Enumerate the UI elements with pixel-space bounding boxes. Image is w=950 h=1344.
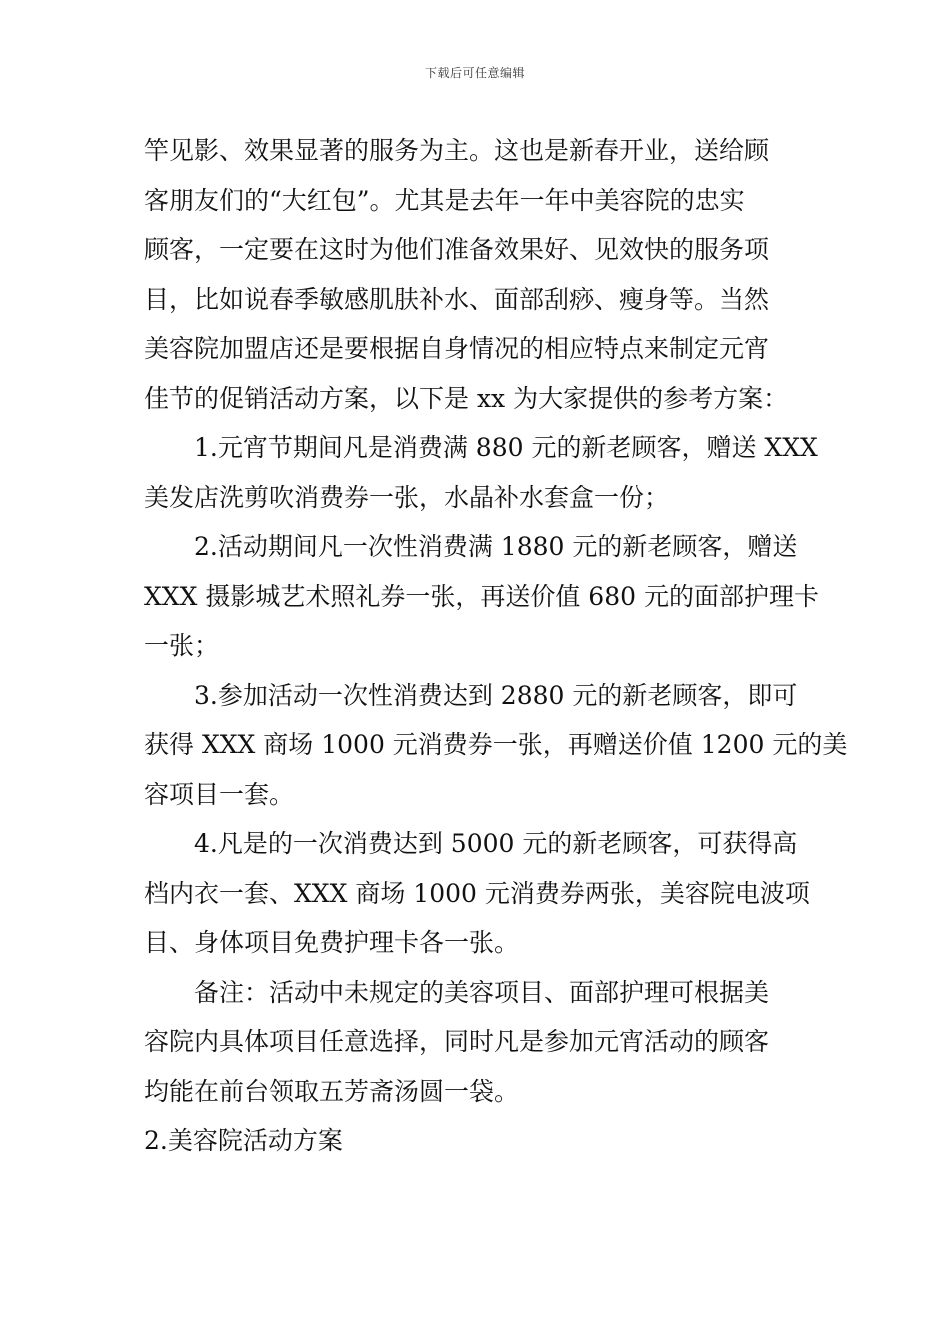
text-line: 一张； — [144, 631, 220, 660]
paragraph-item-1 — [144, 423, 818, 522]
text-line: 均能在前台领取五芳斋汤圆一袋。 — [144, 1076, 520, 1106]
paragraph-note — [144, 968, 806, 1117]
text-line: 1.元宵节期间凡是消费满 880 元的新老顾客，赠送 XXX — [194, 433, 818, 462]
text-line: 客朋友们的“大红包”。尤其是去年一年中美容院的忠实 — [144, 185, 745, 215]
paragraph-item-4 — [144, 819, 810, 968]
text-line: 2.美容院活动方案 — [144, 1126, 343, 1155]
text-line: 获得 XXX 商场 1000 元消费券一张，再赠送价值 1200 元的美 — [144, 730, 848, 759]
paragraph-item-2 — [144, 522, 819, 671]
document-body — [144, 126, 848, 1166]
text-line: XXX 摄影城艺术照礼券一张，再送价值 680 元的面部护理卡 — [144, 581, 819, 611]
text-line: 竿见影、效果显著的服务为主。这也是新春开业，送给顾 — [144, 136, 770, 165]
text-line: 目、身体项目免费护理卡各一张。 — [144, 928, 520, 957]
text-line: 档内衣一套、XXX 商场 1000 元消费券两张，美容院电波项 — [144, 878, 810, 908]
text-line: 美容院加盟店还是要根据自身情况的相应特点来制定元宵 — [144, 334, 770, 363]
text-line: 备注：活动中未规定的美容项目、面部护理可根据美 — [194, 977, 770, 1007]
text-line: 佳节的促销活动方案，以下是 xx 为大家提供的参考方案： — [144, 383, 789, 413]
paragraph-item-3 — [144, 671, 848, 820]
text-line: 目，比如说春季敏感肌肤补水、面部刮痧、瘦身等。当然 — [144, 284, 770, 314]
text-line: 3.参加活动一次性消费达到 2880 元的新老顾客，即可 — [194, 680, 798, 710]
text-line: 2.活动期间凡一次性消费满 1880 元的新老顾客，赠送 — [194, 532, 798, 561]
page-header: 下载后可任意编辑 — [424, 66, 525, 80]
text-line: 4.凡是的一次消费达到 5000 元的新老顾客，可获得高 — [194, 829, 798, 858]
text-line: 容项目一套。 — [144, 779, 295, 809]
paragraph-intro — [144, 126, 806, 423]
text-line: 容院内具体项目任意选择，同时凡是参加元宵活动的顾客 — [144, 1027, 770, 1056]
section-heading — [144, 1116, 806, 1166]
text-line: 顾客，一定要在这时为他们准备效果好、见效快的服务项 — [144, 235, 770, 264]
text-line: 美发店洗剪吹消费券一张，水晶补水套盒一份； — [144, 482, 670, 512]
